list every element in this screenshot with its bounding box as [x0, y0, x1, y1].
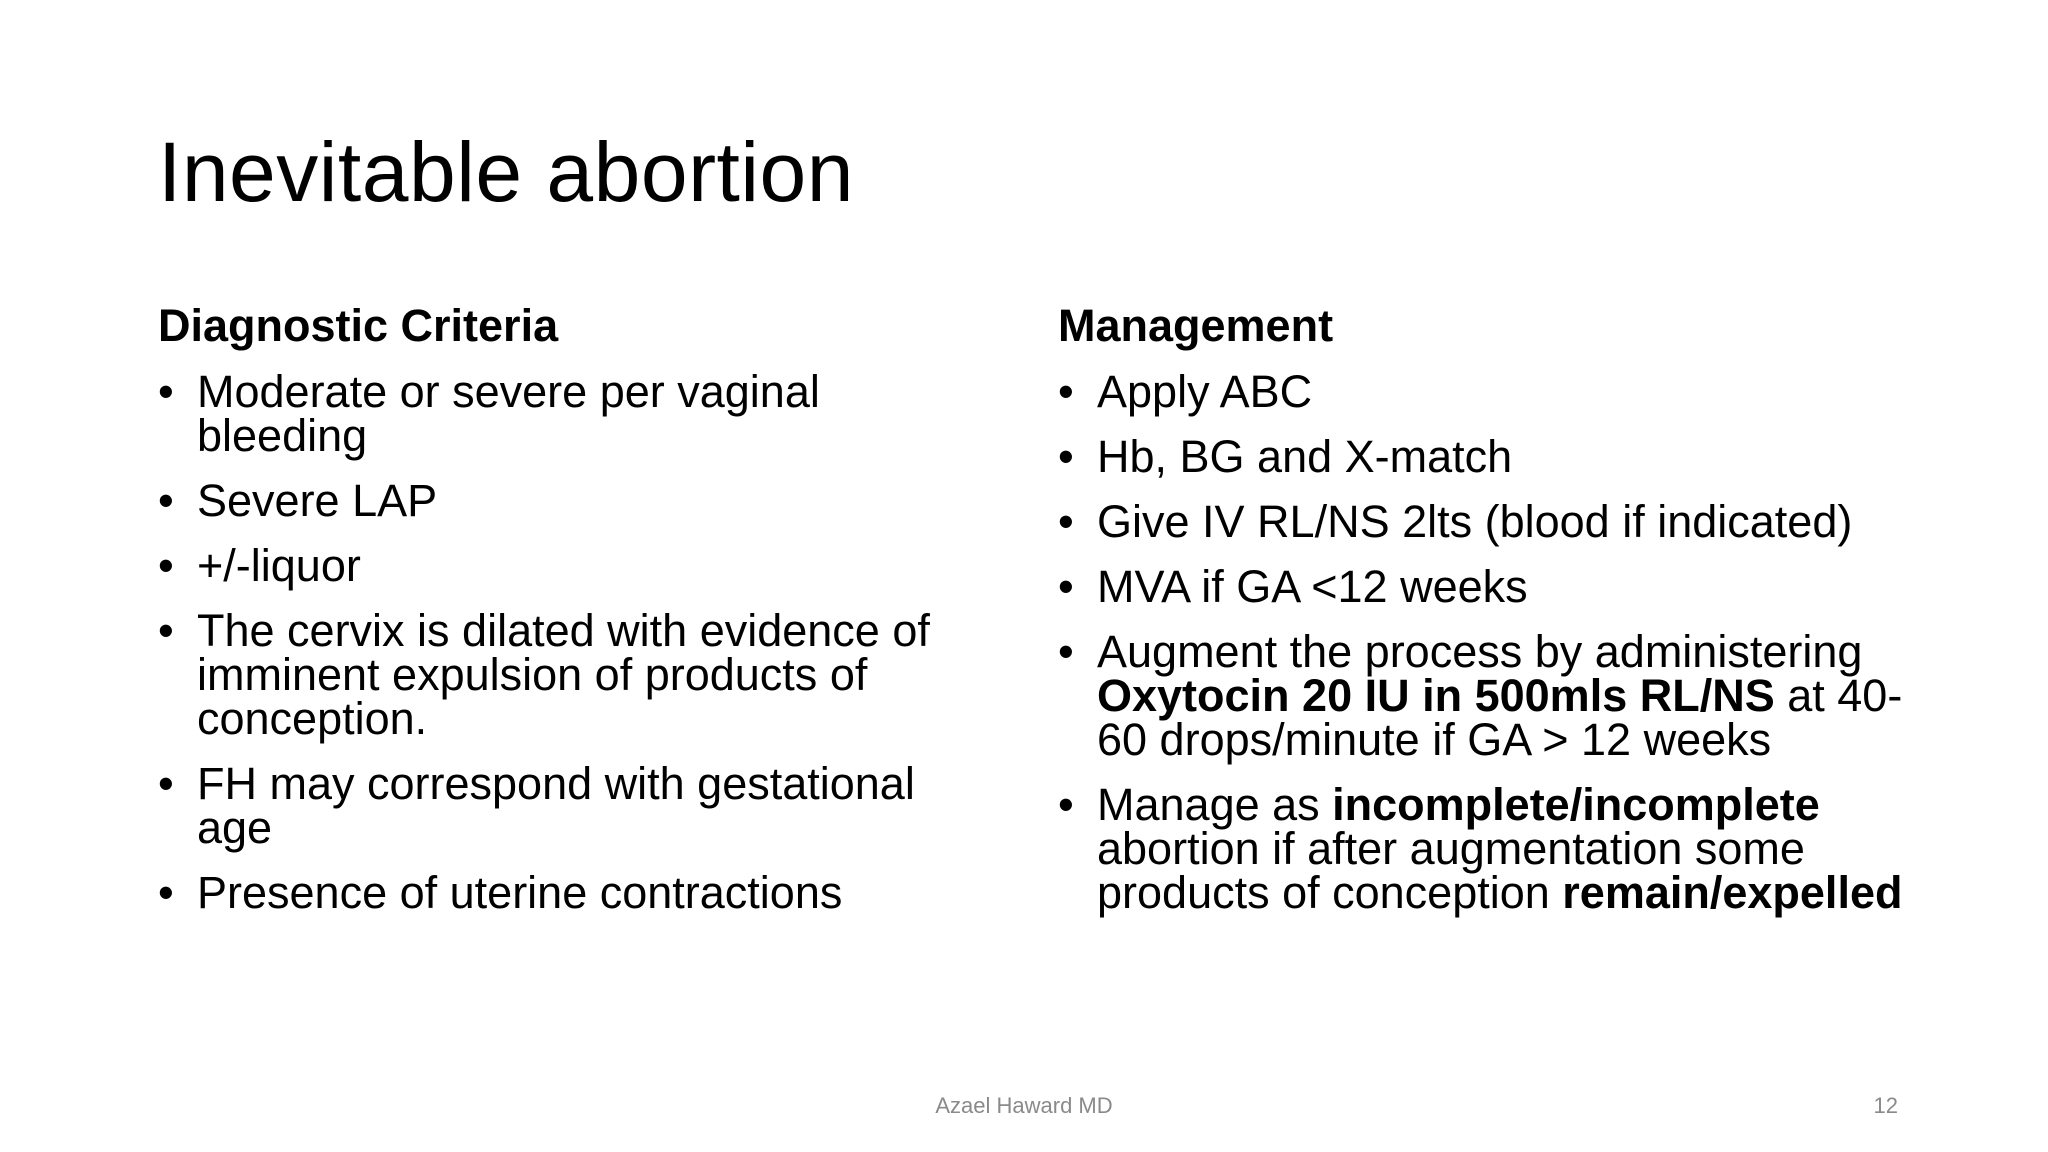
bullet-icon: •: [158, 605, 174, 656]
bold-text: Oxytocin 20 IU in 500mls RL/NS: [1097, 670, 1775, 721]
bullet-icon: •: [158, 475, 174, 526]
bullet-icon: •: [1058, 561, 1074, 612]
list-item: [158, 867, 988, 918]
bullet-icon: •: [1058, 779, 1074, 830]
list-item: [1058, 779, 1918, 918]
bullet-icon: •: [158, 366, 174, 417]
list-item-text: Manage as incomplete/incomplete abortion if after augmentation some products of conception remain/expelled: [1097, 779, 1903, 918]
management-heading: Management: [1058, 300, 1334, 351]
list-item: [1058, 496, 1918, 547]
bullet-icon: •: [1058, 431, 1074, 482]
list-item: [1058, 431, 1918, 482]
list-item: [158, 605, 988, 744]
list-item-text: FH may correspond with gestational age: [197, 758, 915, 853]
list-item: [158, 758, 988, 853]
list-item-text: Apply ABC: [1097, 366, 1313, 417]
page-number: 12: [1873, 1093, 1898, 1118]
bold-text: incomplete/incomplete: [1332, 779, 1820, 830]
list-item: [158, 475, 988, 526]
list-item-text: Severe LAP: [197, 475, 438, 526]
management-list: [1058, 366, 1918, 918]
list-item: [158, 366, 988, 461]
list-item-text: Augment the process by administering Oxytocin 20 IU in 500mls RL/NS at 40-60 drops/minute if GA > 12 weeks: [1097, 626, 1903, 765]
bold-text: remain/expelled: [1562, 867, 1903, 918]
list-item-text: Hb, BG and X-match: [1097, 431, 1513, 482]
list-item-text: Presence of uterine contractions: [197, 867, 843, 918]
bullet-icon: •: [1058, 626, 1074, 677]
list-item: [1058, 626, 1918, 765]
bullet-icon: •: [158, 867, 174, 918]
list-item-text: Moderate or severe per vaginal bleeding: [197, 366, 820, 461]
bullet-icon: •: [1058, 366, 1074, 417]
management-column: [1058, 300, 1918, 936]
footer-author: Azael Haward MD: [935, 1093, 1113, 1118]
diagnostic-criteria-column: [158, 300, 988, 936]
list-item: [1058, 561, 1918, 612]
bullet-icon: •: [1058, 496, 1074, 547]
list-item: [1058, 366, 1918, 417]
slide-title: Inevitable abortion: [158, 125, 854, 219]
list-item-text: The cervix is dilated with evidence of imminent expulsion of products of conception.: [197, 605, 930, 744]
bullet-icon: •: [158, 540, 174, 591]
list-item-text: Give IV RL/NS 2lts (blood if indicated): [1097, 496, 1853, 547]
bullet-icon: •: [158, 758, 174, 809]
list-item-text: MVA if GA <12 weeks: [1097, 561, 1528, 612]
diagnostic-criteria-heading: Diagnostic Criteria: [158, 300, 559, 351]
diagnostic-criteria-list: [158, 366, 988, 918]
list-item-text: +/-liquor: [197, 540, 361, 591]
list-item: [158, 540, 988, 591]
